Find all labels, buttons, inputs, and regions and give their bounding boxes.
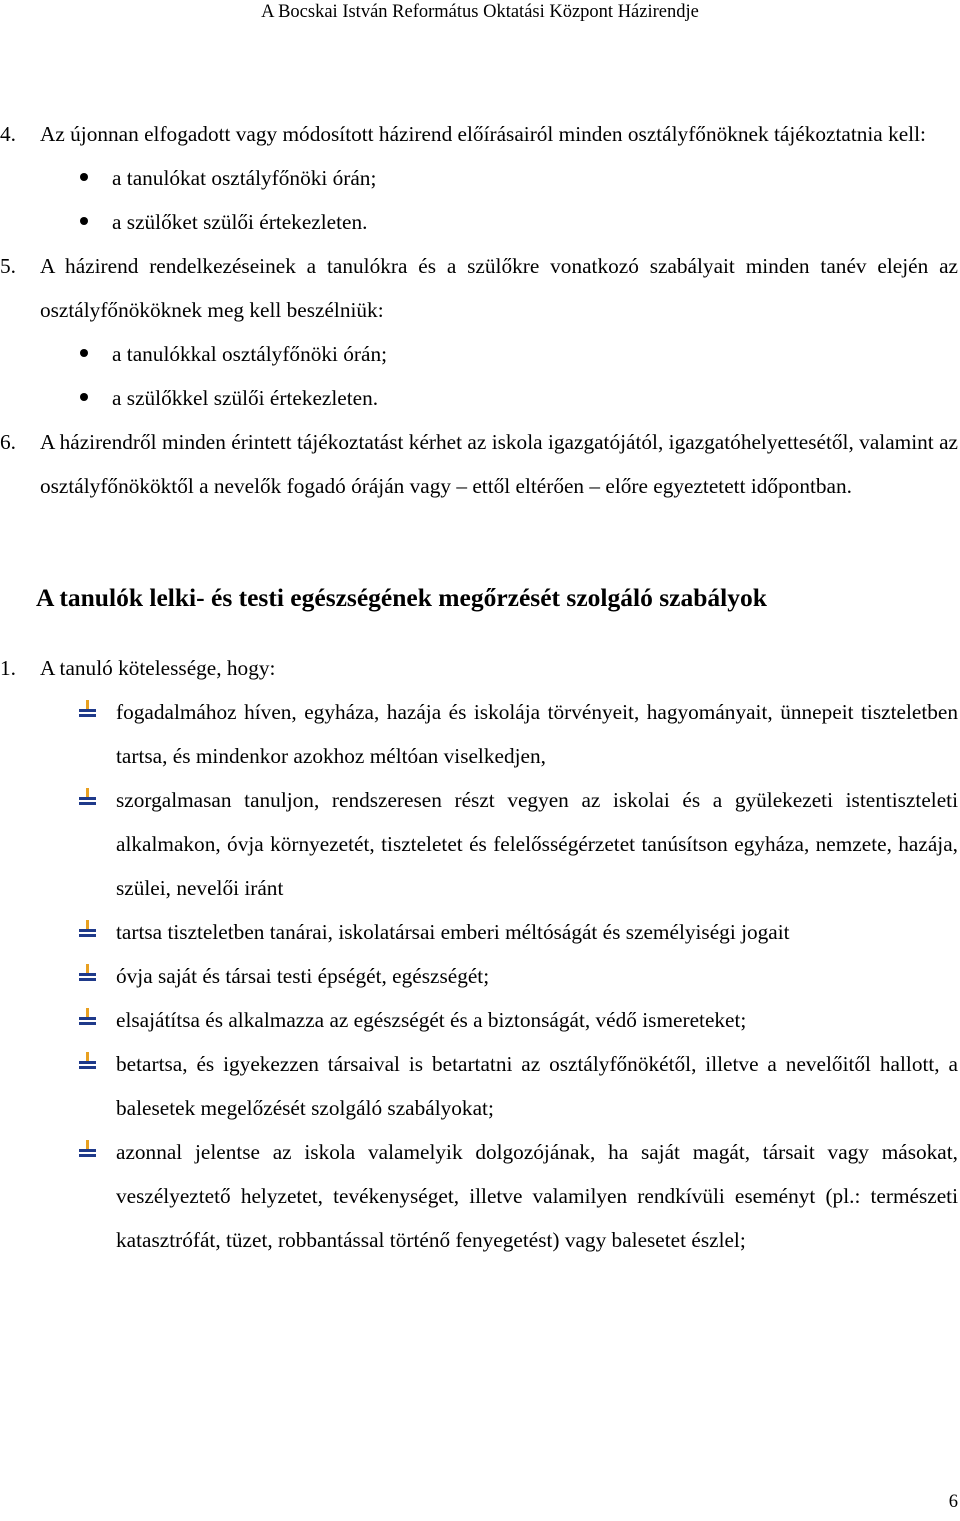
list-item xyxy=(0,778,958,910)
list-item-text: a szülőkkel szülői értekezleten. xyxy=(112,386,379,410)
list-item xyxy=(0,200,958,244)
item-text: A házirendről minden érintett tájékoztatást kérhet az iskola igazgatójától, igazgatóhelyettesétől, valamint az osztályfőnököktől a nevelők fogadó óráján vagy – ettől eltérően – előre egyeztetett időpontban. xyxy=(40,430,958,498)
down-arrow-bullet-icon xyxy=(78,700,98,718)
rule-item-1 xyxy=(0,646,958,690)
list-item-text: a szülőket szülői értekezleten. xyxy=(112,210,368,234)
list-item-text: tartsa tiszteletben tanárai, iskolatársai emberi méltóságát és személyiségi jogait xyxy=(116,920,790,944)
down-arrow-bullet-icon xyxy=(78,1140,98,1158)
list-item-text: betartsa, és igyekezzen társaival is betartatni az osztályfőnökétől, illetve a nevelőitől hallott, a balesetek megelőzését szolgáló szabályokat; xyxy=(116,1052,958,1120)
bullet-icon xyxy=(80,349,88,357)
item-text: Az újonnan elfogadott vagy módosított házirend előírásairól minden osztályfőnöknek tájékoztatnia kell: xyxy=(40,122,926,146)
item-number: 5. xyxy=(0,254,16,278)
bullet-icon xyxy=(80,217,88,225)
duties-list xyxy=(0,690,958,1262)
item-text: A tanuló kötelessége, hogy: xyxy=(40,656,276,680)
list-item-text: a tanulókkal osztályfőnöki órán; xyxy=(112,342,388,366)
down-arrow-bullet-icon xyxy=(78,964,98,982)
item-number: 4. xyxy=(0,122,16,146)
list-item-text: fogadalmához híven, egyháza, hazája és iskolája törvényeit, hagyományait, ünnepeit tiszteletben tartsa, és mindenkor azokhoz méltóan viselkedjen, xyxy=(116,700,958,768)
list-item xyxy=(0,156,958,200)
item-number: 6. xyxy=(0,430,16,454)
list-item xyxy=(0,690,958,778)
list-item xyxy=(0,376,958,420)
rule-item-6 xyxy=(0,420,958,508)
bullet-icon xyxy=(80,393,88,401)
list-item-text: szorgalmasan tanuljon, rendszeresen részt vegyen az iskolai és a gyülekezeti istentiszteleti alkalmakon, óvja környezetét, tiszteletet és felelősségérzetet tanúsítson egyháza, nemzete, hazája, szülei, nevelői iránt xyxy=(116,788,958,900)
page-number: 6 xyxy=(948,1492,958,1512)
down-arrow-bullet-icon xyxy=(78,788,98,806)
list-item-text: a tanulókat osztályfőnöki órán; xyxy=(112,166,377,190)
down-arrow-bullet-icon xyxy=(78,920,98,938)
rule-item-4 xyxy=(0,112,958,156)
list-item xyxy=(0,1042,958,1130)
list-item xyxy=(0,998,958,1042)
item-text: A házirend rendelkezéseinek a tanulókra és a szülőkre vonatkozó szabályait minden tanév elején az osztályfőnököknek meg kell beszélniük: xyxy=(40,254,958,322)
list-item-text: elsajátítsa és alkalmazza az egészségét és a biztonságát, védő ismereteket; xyxy=(116,1008,747,1032)
bullet-list xyxy=(0,156,958,244)
rule-item-5 xyxy=(0,244,958,332)
down-arrow-bullet-icon xyxy=(78,1052,98,1070)
document-body xyxy=(0,112,958,1262)
list-item xyxy=(0,954,958,998)
section-heading: A tanulók lelki- és testi egészségének megőrzését szolgáló szabályok xyxy=(36,583,767,612)
list-item-text: azonnal jelentse az iskola valamelyik dolgozójának, ha saját magát, társait vagy másokat, veszélyeztető helyzetet, tevékenységet, illetve valamilyen rendkívüli eseményt (pl.: természeti katasztrófát, tüzet, robbantással történő fenyegetést) vagy balesetet észlel; xyxy=(116,1140,958,1252)
list-item-text: óvja saját és társai testi épségét, egészségét; xyxy=(116,964,490,988)
bullet-list xyxy=(0,332,958,420)
list-item xyxy=(0,1130,958,1262)
down-arrow-bullet-icon xyxy=(78,1008,98,1026)
page-header: A Bocskai István Református Oktatási Központ Házirendje xyxy=(261,2,699,22)
item-number: 1. xyxy=(0,656,16,680)
list-item xyxy=(0,332,958,376)
list-item xyxy=(0,910,958,954)
bullet-icon xyxy=(80,173,88,181)
